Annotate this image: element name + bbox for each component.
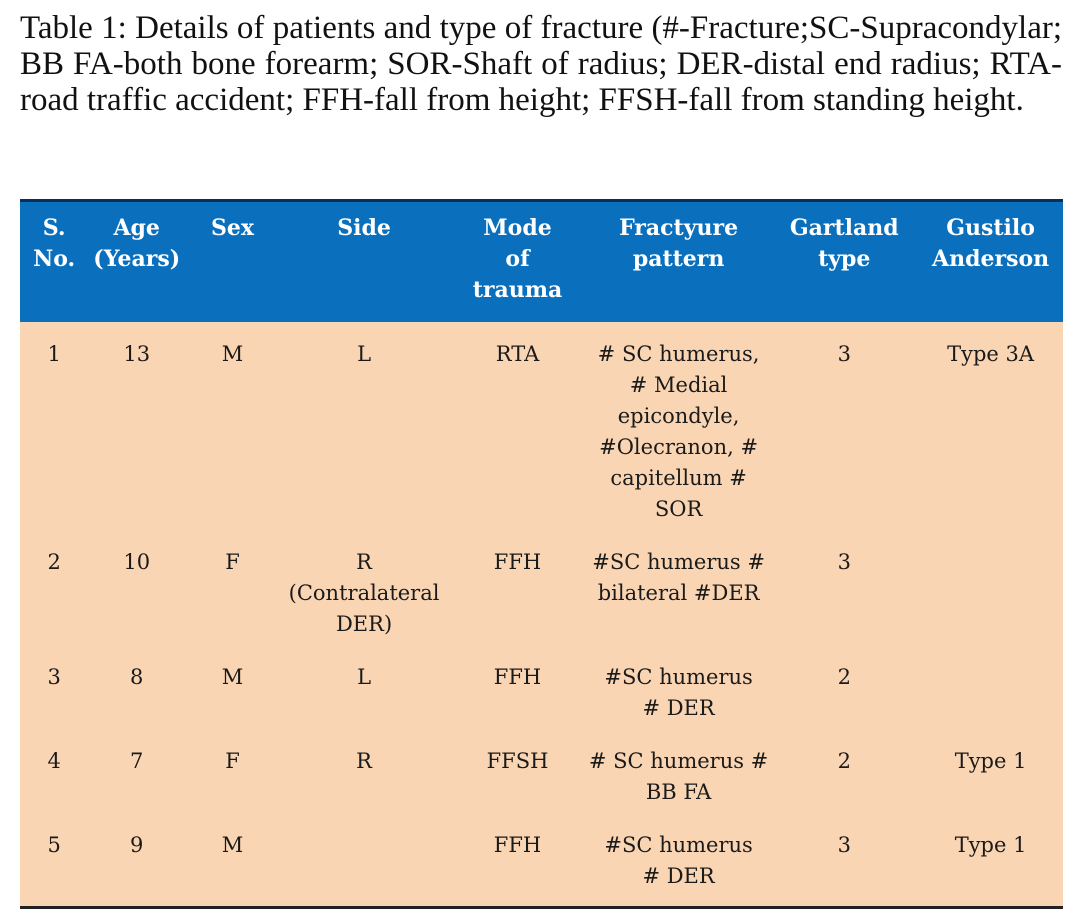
- patient-table-container: [20, 199, 1063, 909]
- cell-sex: [185, 544, 280, 659]
- cell-age: [88, 322, 185, 544]
- cell-line: # DER: [642, 696, 715, 720]
- cell-line: R: [356, 550, 372, 574]
- cell-line: 8: [130, 665, 144, 689]
- cell-age: [88, 743, 185, 827]
- cell-age: [88, 659, 185, 743]
- table-row: [20, 659, 1063, 743]
- cell-line: L: [357, 665, 372, 689]
- cell-line: Type 3A: [947, 342, 1035, 366]
- cell-line: BB FA: [645, 780, 712, 804]
- cell-line: bilateral #DER: [597, 581, 760, 605]
- cell-line: 4: [47, 749, 61, 773]
- cell-line: capitellum #: [610, 466, 747, 490]
- cell-line: M: [221, 342, 244, 366]
- cell-line: RTA: [495, 342, 540, 366]
- cell-line: Gartland: [789, 215, 899, 241]
- cell-mode-of-trauma: [448, 322, 587, 544]
- cell-line: # SC humerus,: [597, 342, 760, 366]
- cell-line: 13: [123, 342, 151, 366]
- cell-line: L: [357, 342, 372, 366]
- cell-gustilo-anderson: [918, 322, 1063, 544]
- table-row: [20, 827, 1063, 908]
- cell-mode-of-trauma: [448, 544, 587, 659]
- cell-side: [280, 827, 448, 908]
- cell-line: (Contralateral: [288, 581, 440, 605]
- cell-sex: [185, 659, 280, 743]
- cell-sex: [185, 827, 280, 908]
- cell-line: 10: [123, 550, 151, 574]
- cell-line: FFH: [493, 833, 542, 857]
- cell-line: 5: [47, 833, 61, 857]
- cell-sex: [185, 743, 280, 827]
- cell-line: 7: [130, 749, 144, 773]
- column-header-mode-of-trauma: [448, 201, 587, 323]
- cell-line: No.: [33, 246, 76, 272]
- cell-gartland-type: [770, 659, 918, 743]
- cell-line: F: [225, 749, 240, 773]
- cell-line: 2: [837, 749, 851, 773]
- cell-line: 3: [837, 833, 851, 857]
- cell-fracture-pattern: [587, 743, 771, 827]
- cell-line: epicondyle,: [617, 404, 740, 428]
- column-header-gustilo-anderson: [918, 201, 1063, 323]
- column-header-side: [280, 201, 448, 323]
- column-header-sex: [185, 201, 280, 323]
- cell-line: Type 1: [954, 833, 1027, 857]
- cell-line: # Medial: [629, 373, 728, 397]
- cell-line: (Years): [93, 246, 181, 272]
- cell-line: 3: [837, 342, 851, 366]
- table-row: [20, 743, 1063, 827]
- header-row: [20, 201, 1063, 323]
- cell-line: 1: [47, 342, 61, 366]
- cell-side: [280, 743, 448, 827]
- cell-gartland-type: [770, 827, 918, 908]
- cell-line: 2: [837, 665, 851, 689]
- cell-gustilo-anderson: [918, 743, 1063, 827]
- cell-gartland-type: [770, 544, 918, 659]
- cell-line: Type 1: [954, 749, 1027, 773]
- table-caption: Table 1: Details of patients and type of fracture (#-Fracture;SC-Supracondylar; BB FA-both bone forearm; SOR-Shaft of radius; DER-distal end radius; RTA-road traffic accident; FFH-fall from height; FFSH-fall from standing height.: [20, 10, 1062, 118]
- cell-fracture-pattern: [587, 322, 771, 544]
- cell-sno: [20, 322, 88, 544]
- cell-line: Fractyure: [619, 215, 739, 241]
- cell-line: DER): [335, 612, 393, 636]
- cell-line: FFSH: [486, 749, 549, 773]
- cell-age: [88, 544, 185, 659]
- cell-line: #SC humerus: [604, 665, 753, 689]
- cell-line: #Olecranon, #: [599, 435, 759, 459]
- cell-line: Mode: [483, 215, 552, 241]
- cell-age: [88, 827, 185, 908]
- cell-line: Anderson: [932, 246, 1050, 272]
- cell-line: 9: [130, 833, 144, 857]
- cell-mode-of-trauma: [448, 827, 587, 908]
- cell-mode-of-trauma: [448, 659, 587, 743]
- cell-gustilo-anderson: [918, 659, 1063, 743]
- cell-gustilo-anderson: [918, 827, 1063, 908]
- cell-sno: [20, 659, 88, 743]
- cell-gartland-type: [770, 322, 918, 544]
- cell-line: 3: [837, 550, 851, 574]
- cell-line: # SC humerus #: [588, 749, 769, 773]
- column-header-gartland-type: [770, 201, 918, 323]
- cell-line: Side: [337, 215, 391, 241]
- cell-sno: [20, 544, 88, 659]
- cell-line: Age: [113, 215, 160, 241]
- cell-line: trauma: [472, 277, 563, 303]
- cell-fracture-pattern: [587, 827, 771, 908]
- column-header-sno: [20, 201, 88, 323]
- cell-line: FFH: [493, 665, 542, 689]
- column-header-fracture-pattern: [587, 201, 771, 323]
- cell-sex: [185, 322, 280, 544]
- table-row: [20, 322, 1063, 544]
- cell-side: [280, 322, 448, 544]
- cell-side: [280, 659, 448, 743]
- cell-fracture-pattern: [587, 544, 771, 659]
- cell-side: [280, 544, 448, 659]
- cell-line: SOR: [654, 497, 703, 521]
- table-body: [20, 322, 1063, 908]
- cell-line: F: [225, 550, 240, 574]
- cell-line: of: [505, 246, 530, 272]
- cell-line: S.: [42, 215, 66, 241]
- cell-line: M: [221, 833, 244, 857]
- cell-line: Sex: [211, 215, 255, 241]
- cell-gartland-type: [770, 743, 918, 827]
- column-header-age: [88, 201, 185, 323]
- cell-line: M: [221, 665, 244, 689]
- table-row: [20, 544, 1063, 659]
- table-header: [20, 201, 1063, 323]
- cell-line: 2: [47, 550, 61, 574]
- cell-line: type: [818, 246, 871, 272]
- cell-line: # DER: [642, 864, 715, 888]
- cell-line: Gustilo: [946, 215, 1035, 241]
- cell-sno: [20, 743, 88, 827]
- cell-fracture-pattern: [587, 659, 771, 743]
- cell-line: 3: [47, 665, 61, 689]
- cell-line: pattern: [632, 246, 725, 272]
- cell-line: R: [356, 749, 372, 773]
- cell-mode-of-trauma: [448, 743, 587, 827]
- cell-sno: [20, 827, 88, 908]
- cell-line: FFH: [493, 550, 542, 574]
- patient-details-table: [20, 199, 1063, 909]
- cell-line: #SC humerus #: [592, 550, 765, 574]
- cell-gustilo-anderson: [918, 544, 1063, 659]
- cell-line: #SC humerus: [604, 833, 753, 857]
